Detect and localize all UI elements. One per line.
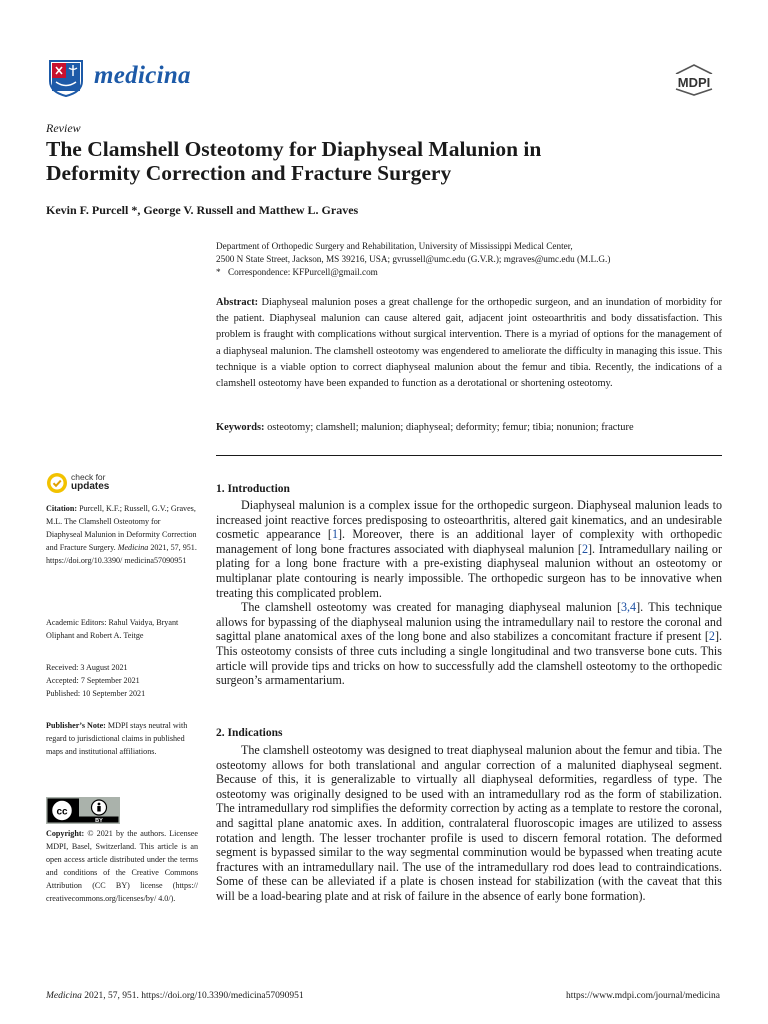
copyright-text: © 2021 by the authors. Licensee MDPI, Basel, Switzerland. This article is an open access article distributed under the terms and conditions of the Creative Commons Attribution (CC BY) license (https:// creativecommons.org/licenses/by/ 4.0/). (46, 829, 198, 903)
footer-journal: Medicina (46, 991, 82, 1001)
abstract-text: Diaphyseal malunion poses a great challenge for the orthopedic surgeon, and an inundation of morbidity for the patient. Diaphyseal malunion can cause altered gait, adjacent joint osteoarthritis and body dissatisfaction. This problem is fraught with complications without surgical intervention. There is a myriad of options for the management of a diaphyseal malunion. The clamshell osteotomy was engendered to ameliorate the difficulty in managing this issue. This technique is a viable option to correct diaphyseal malunion about the femur and tibia. Recently, the indications of a clamshell osteotomy have been expanded to function as a derotational or shortening osteotomy. (216, 297, 722, 390)
introduction-body (216, 498, 722, 688)
author-list: Kevin F. Purcell *, George V. Russell and Matthew L. Graves (46, 203, 359, 217)
section-divider (216, 455, 722, 456)
footer-journal-url[interactable]: https://www.mdpi.com/journal/medicina (566, 991, 720, 1001)
keywords-text: osteotomy; clamshell; malunion; diaphyseal; deformity; femur; tibia; nonunion; fracture (267, 422, 634, 433)
copyright-label: Copyright: (46, 829, 85, 838)
svg-text:cc: cc (56, 806, 68, 818)
check-updates-line2: updates (71, 481, 110, 492)
affiliation-line1: Department of Orthopedic Surgery and Rehabilitation, University of Mississippi Medical Center, (216, 241, 573, 251)
reference-link[interactable]: 2 (581, 541, 589, 556)
article-title-line1: The Clamshell Osteotomy for Diaphyseal Malunion in (46, 137, 542, 161)
citation-label: Citation: (46, 504, 78, 513)
accepted-date: Accepted: 7 September 2021 (46, 675, 140, 685)
abstract-label: Abstract: (216, 297, 259, 308)
abstract (216, 295, 722, 392)
correspondence-star: * (216, 267, 221, 277)
correspondence-text[interactable]: Correspondence: KFPurcell@gmail.com (228, 267, 378, 277)
journal-name: medicina (94, 62, 191, 89)
medicina-logo-icon (48, 59, 84, 97)
publisher-note-label: Publisher’s Note: (46, 721, 106, 730)
received-date: Received: 3 August 2021 (46, 663, 128, 672)
publisher-note-text: MDPI stays neutral with regard to jurisdictional claims in published maps and institutional affiliations. (46, 721, 188, 756)
footer-citation (46, 991, 304, 1001)
check-updates-icon (46, 472, 68, 494)
article-title (46, 137, 726, 185)
affiliation-line2 (216, 253, 736, 266)
keywords (216, 420, 722, 436)
publisher-note (46, 720, 198, 759)
paragraph: The clamshell osteotomy was designed to treat diaphyseal malunion about the femur and tibia. The osteotomy allows for both translational and angular correction of a malunited diaphyseal segment. Because of this, it is generalizable to virtually all diaphyseal deformities, regardless of type. The osteotomy was originally designed to be used with an intramedullary rod as the form of stabilization. The intramedullary rod simplifies the deformity correction by acting as a template to restore the coronal, and sagittal plane anatomic axes. In addition, contralateral fluoroscopic images are utilized to assess rotation and length. The lesser trochanter profile is used to discern femoral rotation. The deformed segment is bypassed similar to the way segmental comminution would be bypassed when treating acute fractures with an intramedullary nail. The use of the intramedullary rod does lead to contraindications. Some of these can be alleviated if a plate is chosen instead for stabilization (with the caveat that this will be a load-bearing plate and at risk of failure in the absence of early bone formation). (216, 743, 722, 903)
cc-by-license-icon[interactable] (46, 797, 120, 824)
reference-link[interactable]: 1 (331, 527, 338, 542)
citation-doi[interactable]: 2021, 57, 951. https://doi.org/10.3390/ medicina57090951 (46, 542, 197, 565)
keywords-label: Keywords: (216, 422, 265, 433)
section-heading-indications: 2. Indications (216, 727, 283, 739)
paragraph: Diaphyseal malunion is a complex issue for the orthopedic surgeon. Diaphyseal malunion leads to increased joint reactive forces predisposing to osteoarthritis, altered gait kinematics, and an undesirable cosmetic appearance [1]. Moreover, there is an additional layer of complexity with orthopedic management of long bone fractures associated with diaphyseal malunion [2]. Intramedullary nailing or plating for a long bone fracture with a pre-existing diaphyseal malunion without an osteotomy or multiplanar plate contouring is nearly impossible. The orthopedic surgeon has to be innovative when treating this complicated problem. (216, 498, 722, 600)
cc-by-label: BY (95, 818, 103, 824)
article-title-line2: Deformity Correction and Fracture Surgery (46, 161, 452, 185)
check-updates-line1: check for (71, 472, 106, 482)
section-heading-introduction: 1. Introduction (216, 483, 290, 495)
affiliation-address: 2500 N State Street, Jackson, MS 39216, USA; gvrussell@umc.edu (G.V.R.); mgraves@umc.edu (M.L.G.) (216, 254, 611, 264)
paragraph: The clamshell osteotomy was created for managing diaphyseal malunion [3,4]. This technique allows for bypassing of the diaphyseal malunion using the intramedullary nail to restore the coronal and sagittal plane anatomical axes of the long bone and also stabilizes a concomitant fracture if present [2]. This osteotomy consists of three cuts including a single longitudinal and two transverse bone cuts. This article will provide tips and tricks on how to successfully add the clamshell osteotomy to the orthopedic surgeon’s armamentarium. (216, 600, 722, 688)
mdpi-logo-text: MDPI (677, 75, 711, 90)
reference-link[interactable]: 3,4 (620, 600, 637, 615)
date-block (46, 662, 198, 701)
article-type: Review (46, 121, 81, 135)
citation-block (46, 503, 198, 568)
footer-citation-text[interactable]: 2021, 57, 951. https://doi.org/10.3390/medicina57090951 (84, 991, 304, 1001)
affiliation-block (216, 240, 736, 279)
reference-link[interactable]: 2 (708, 629, 715, 644)
academic-editors: Academic Editors: Rahul Vaidya, Bryant Oliphant and Robert A. Teitge (46, 618, 179, 640)
citation-text: Purcell, K.F.; Russell, G.V.; Graves, M.L. The Clamshell Osteotomy for Diaphyseal Malunion in Deformity Correction and Fracture Surgery. (46, 504, 197, 552)
copyright-block (46, 828, 198, 905)
published-date: Published: 10 September 2021 (46, 688, 146, 698)
mdpi-logo-icon (668, 64, 720, 96)
indications-body (216, 743, 722, 904)
correspondence-line (216, 266, 736, 279)
citation-journal: Medicina (117, 542, 149, 552)
